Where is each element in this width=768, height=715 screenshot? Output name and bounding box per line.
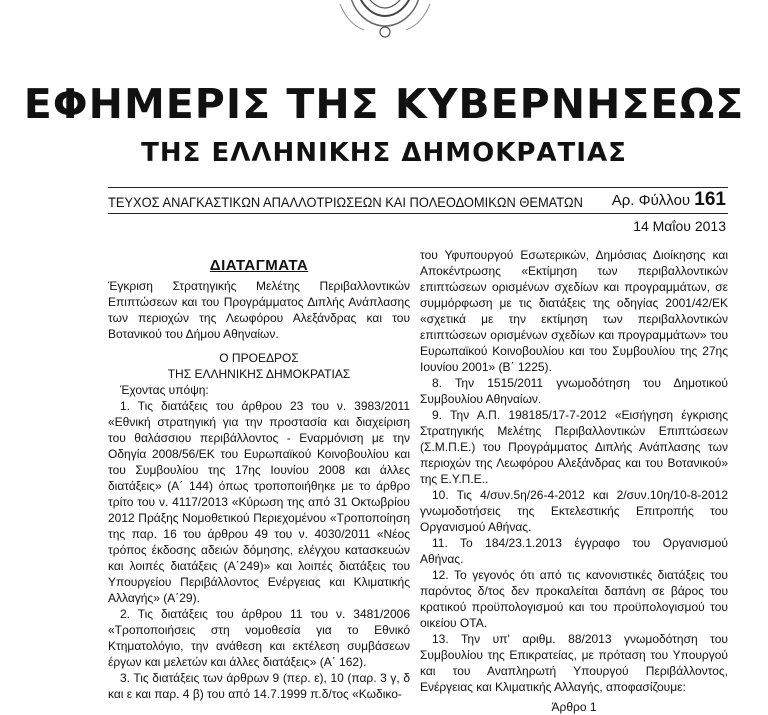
header-rule-bottom	[108, 213, 728, 214]
paragraph-9: 9. Την Α.Π. 198185/17-7-2012 «Εισήγηση έγκρισης Στρατηγικής Μελέτης Περιβαλλοντικών Επιπτώσεων (Σ.Μ.Π.Ε.) του Προγράμματος Διπλής Ανάπλασης των περιοχών της Λεωφόρου Αλεξάνδρας και του Βοτανικού» της Ε.Υ.Π.Ε..	[420, 408, 728, 486]
paragraph-11: 11. Το 184/23.1.2013 έγγραφο του Οργανισμού Αθήνας.	[420, 536, 728, 566]
president-line-2: ΤΗΣ ΕΛΛΗΝΙΚΗΣ ΔΗΜΟΚΡΑΤΙΑΣ	[167, 367, 351, 381]
emblem-icon	[330, 0, 440, 58]
sheet-number-block	[612, 190, 726, 211]
header-rule-top	[108, 187, 728, 188]
right-column	[420, 247, 728, 714]
issue-date: 14 Μαΐου 2013	[633, 218, 726, 234]
left-column	[108, 257, 410, 701]
gazette-subtitle: ΤΗΣ ΕΛΛΗΝΙΚΗΣ ΔΗΜΟΚΡΑΤΙΑΣ	[141, 138, 627, 168]
article-heading: Άρθρο 1	[551, 700, 597, 714]
paragraph-1: 1. Τις διατάξεις του άρθρου 23 του ν. 3983/2011 «Εθνική στρατηγική για την προστασία και διαχείριση του θαλάσσιου περιβάλλοντος - Εναρμόνιση με την Οδηγία 2008/56/ΕΚ του Ευρωπαϊκού Κοινοβουλίου και του Συμβουλίου της 17ης Ιουνίου 2008 και άλλες διατάξεις» (Α΄ 144) όπως τροποποιήθηκε με το άρθρο τρίτο του ν. 4117/2013 «Κύρωση της από 31 Οκτωβρίου 2012 Πράξης Νομοθετικού Περιεχομένου «Τροποποίηση της παρ. 16 του άρθρου 49 του ν. 4030/2011 «Νέος τρόπος έκδοσης αδειών δόμησης, ελέγχου κατασκευών και λοιπές διατάξεις (Α΄249)» και λοιπές διατάξεις του Υπουργείου Περιβάλλοντος Ενέργειας και Κλιματικής Αλλαγής» (Α΄29).	[108, 399, 410, 605]
paragraph-2: 2. Τις διατάξεις του άρθρου 11 του ν. 3481/2006 «Τροποποιήσεις στη νομοθεσία για το Εθνικό Κτηματολόγιο, την ανάθεση και εκτέλεση συμβάσεων έργων και μελετών και άλλες διατάξεις» (Α΄ 162).	[108, 607, 410, 669]
issue-series: ΤΕΥΧΟΣ ΑΝΑΓΚΑΣΤΙΚΩΝ ΑΠΑΛΛΟΤΡΙΩΣΕΩΝ ΚΑΙ ΠΟΛΕΟΔΟΜΙΚΩΝ ΘΕΜΑΤΩΝ	[108, 194, 583, 210]
having-regard: Έχοντας υπόψη:	[120, 383, 209, 397]
greek-coat-of-arms-emblem	[330, 0, 440, 58]
paragraph-12: 12. Το γεγονός ότι από τις κανονιστικές διατάξεις του παρόντος δ/τος δεν προκαλείται δαπάνη σε βάρος του κρατικού προϋπολογισμού και του προϋπολογισμού του οικείου ΟΤΑ.	[420, 568, 728, 630]
paragraph-3: 3. Τις διατάξεις των άρθρων 9 (περ. ε), 10 (παρ. 3 γ, δ και ε και παρ. 4 β) του από 14.7.1999 π.δ/τος «Κωδικο-	[108, 671, 410, 701]
paragraph-continued: του Υφυπουργού Εσωτερικών, Δημόσιας Διοίκησης και Αποκέντρωσης «Εκτίμηση των περιβαλλοντικών επιπτώσεων ορισμένων σχεδίων και προγραμμάτων, σε συμμόρφωση με τις διατάξεις της οδηγίας 2001/42/ΕΚ «σχετικά με την εκτίμηση των περιβαλλοντικών επιπτώσεων ορισμένων σχεδίων και προγραμμάτων» του Ευρωπαϊκού Κοινοβουλίου και του Συμβουλίου της 27ης Ιουνίου 2001» (Β΄ 1225).	[420, 248, 728, 374]
sheet-number: 161	[694, 189, 726, 210]
section-heading: ΔΙΑΤΑΓΜΑΤΑ	[209, 257, 309, 274]
gazette-title: ΕΦΗΜΕΡΙΣ ΤΗΣ ΚΥΒΕΡΝΗΣΕΩΣ	[23, 80, 745, 128]
paragraph-10: 10. Τις 4/συν.5η/26-4-2012 και 2/συν.10η/10-8-2012 γνωμοδοτήσεις της Εκτελεστικής Επιτροπής του Οργανισμού Αθήνας.	[420, 488, 728, 534]
sheet-label: Αρ. Φύλλου	[611, 192, 691, 209]
decree-summary: Έγκριση Στρατηγικής Μελέτης Περιβαλλοντικών Επιπτώσεων και του Προγράμματος Διπλής Ανάπλασης των περιοχών της Λεωφόρου Αλεξάνδρας και του Βοτανικού του Δήμου Αθηναίων.	[108, 279, 410, 341]
president-line-1: Ο ΠΡΟΕΔΡΟΣ	[219, 351, 299, 365]
paragraph-8: 8. Την 1515/2011 γνωμοδότηση του Δημοτικού Συμβουλίου Αθηναίων.	[420, 376, 728, 406]
paragraph-13: 13. Την υπ' αριθμ. 88/2013 γνωμοδότηση του Συμβουλίου της Επικρατείας, με πρόταση του Υπουργού και του Αναπληρωτή Υπουργού Περιβάλλοντος, Ενέργειας και Κλιματικής Αλλαγής, αποφασίζουμε:	[420, 632, 728, 694]
